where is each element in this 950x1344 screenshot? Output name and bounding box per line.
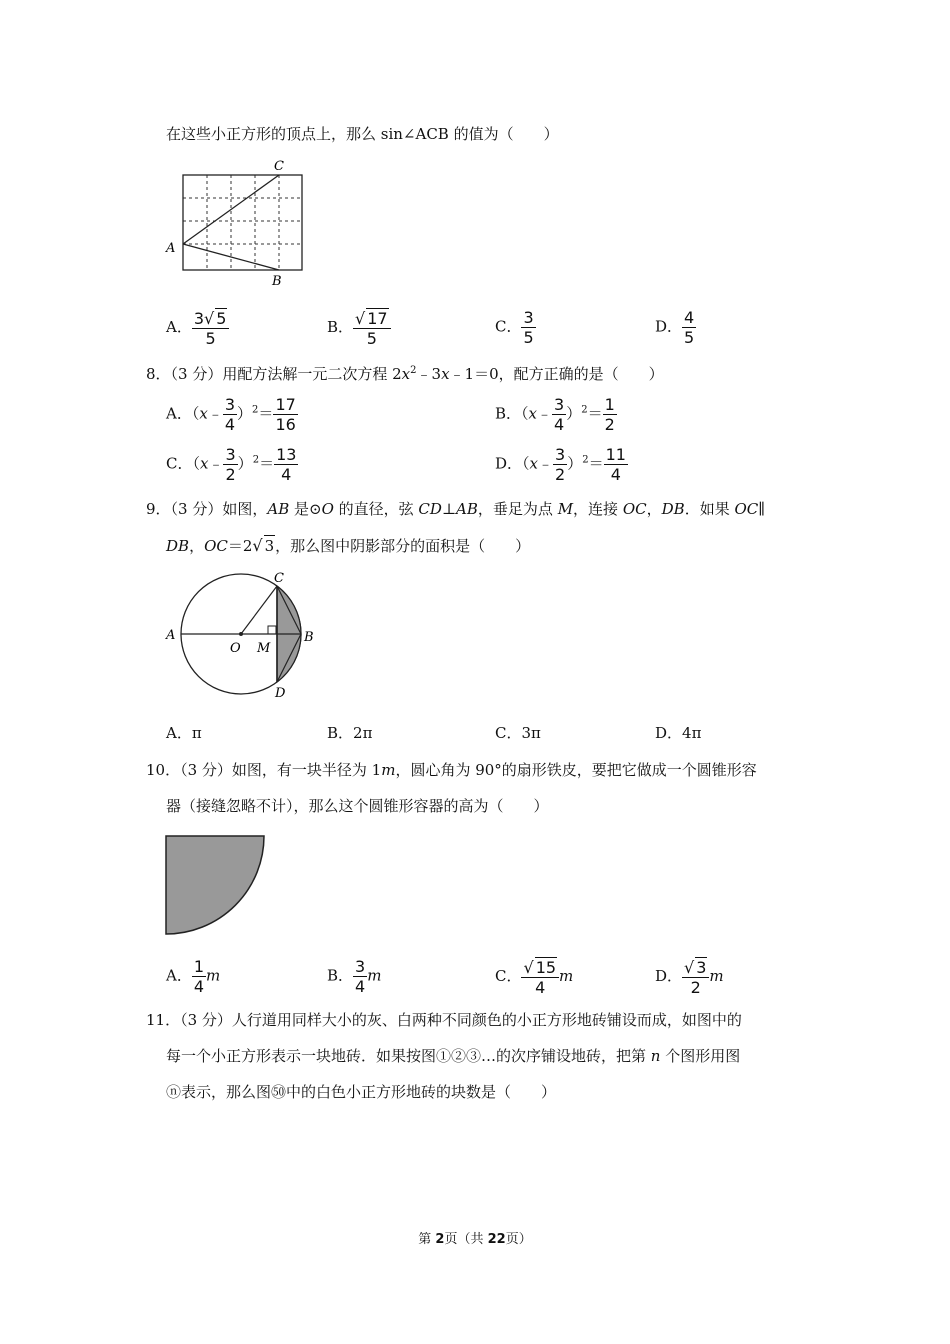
q9-option-a[interactable]: A．π bbox=[166, 724, 202, 742]
q10-option-c[interactable]: C． $\frac{√ 15}{4}$ m bbox=[495, 958, 574, 997]
q8-option-b[interactable]: B．（x﹣ $\frac{3}{4}$ ）$^2$＝ $\frac{1}{2}$ bbox=[495, 395, 615, 434]
q11-stem-line1: 11．（3 分）人行道用同样大小的灰、白两种不同颜色的小正方形地砖铺设而成，如图中的 bbox=[146, 1011, 742, 1029]
q9-option-b[interactable]: B．2π bbox=[327, 724, 373, 742]
q9-option-d[interactable]: D．4π bbox=[655, 724, 702, 742]
q7-label-a: A bbox=[166, 241, 176, 256]
q7-stem: 在这些小正方形的顶点上，那么 sin∠ACB 的值为（ ） bbox=[166, 125, 559, 143]
q9-label-b: B bbox=[304, 630, 314, 645]
q11-stem-line2: 每一个小正方形表示一块地砖．如果按图①②③…的次序铺设地砖，把第 n 个图形用图 bbox=[166, 1047, 741, 1065]
q9-label-a: A bbox=[166, 628, 176, 643]
q9-circle-figure bbox=[160, 565, 330, 705]
q8-option-c[interactable]: C．（x﹣ $\frac{3}{2}$ ）$^2$＝ $\frac{13}{4}$ bbox=[166, 445, 297, 484]
q9-label-d: D bbox=[275, 686, 286, 701]
q7-option-b[interactable]: B． $\frac{√ 17}{5}$ bbox=[327, 308, 391, 348]
q9-label-m: M bbox=[257, 641, 271, 656]
q9-label-c: C bbox=[274, 571, 284, 586]
q10-stem-line2: 器（接缝忽略不计），那么这个圆锥形容器的高为（ ） bbox=[166, 797, 549, 815]
q9-option-c[interactable]: C．3π bbox=[495, 724, 541, 742]
page-footer: 第 2页（共 22页） bbox=[418, 1232, 532, 1247]
q11-stem-line3: ⓝ表示，那么图㊿中的白色小正方形地砖的块数是（ ） bbox=[166, 1083, 557, 1101]
q8-option-a[interactable]: A．（x﹣ $\frac{3}{4}$ ）$^2$＝ $\frac{17}{16}$ bbox=[166, 395, 296, 434]
q7-label-b: B bbox=[272, 274, 282, 289]
q8-stem: 8．（3 分）用配方法解一元二次方程 $2x^2﹣3x﹣1=0$，配方正确的是（ ） bbox=[146, 365, 664, 383]
q9-stem-line2: DB，OC＝2√ 3，那么图中阴影部分的面积是（ ） bbox=[166, 536, 531, 555]
q10-option-b[interactable]: B． $\frac{3}{4}$ m bbox=[327, 957, 382, 996]
q9-stem-line1: 9．（3 分）如图，AB 是⊙O 的直径，弦 CD⊥AB，垂足为点 M，连接 OC，DB．如果 OC∥ bbox=[146, 500, 766, 518]
q7-option-c[interactable]: C． $\frac{3}{5}$ bbox=[495, 308, 534, 347]
q10-sector-figure bbox=[160, 830, 280, 940]
q10-option-d[interactable]: D． $\frac{√ 3}{2}$ m bbox=[655, 958, 724, 997]
q10-option-a[interactable]: A． $\frac{1}{4}$ m bbox=[166, 957, 221, 996]
q7-grid-figure bbox=[160, 155, 320, 290]
q8-option-d[interactable]: D．（x﹣ $\frac{3}{2}$ ）$^2$＝ $\frac{11}{4}$ bbox=[495, 445, 626, 484]
q7-label-c: C bbox=[274, 159, 284, 174]
q10-stem-line1: 10．（3 分）如图，有一块半径为 1m，圆心角为 90°的扇形铁皮，要把它做成一个圆锥形容 bbox=[146, 761, 757, 779]
q7-option-a[interactable]: A． $\frac{3√ 5}{5}$ bbox=[166, 308, 229, 348]
q9-label-o: O bbox=[230, 641, 241, 656]
q7-option-d[interactable]: D． $\frac{4}{5}$ bbox=[655, 308, 695, 347]
